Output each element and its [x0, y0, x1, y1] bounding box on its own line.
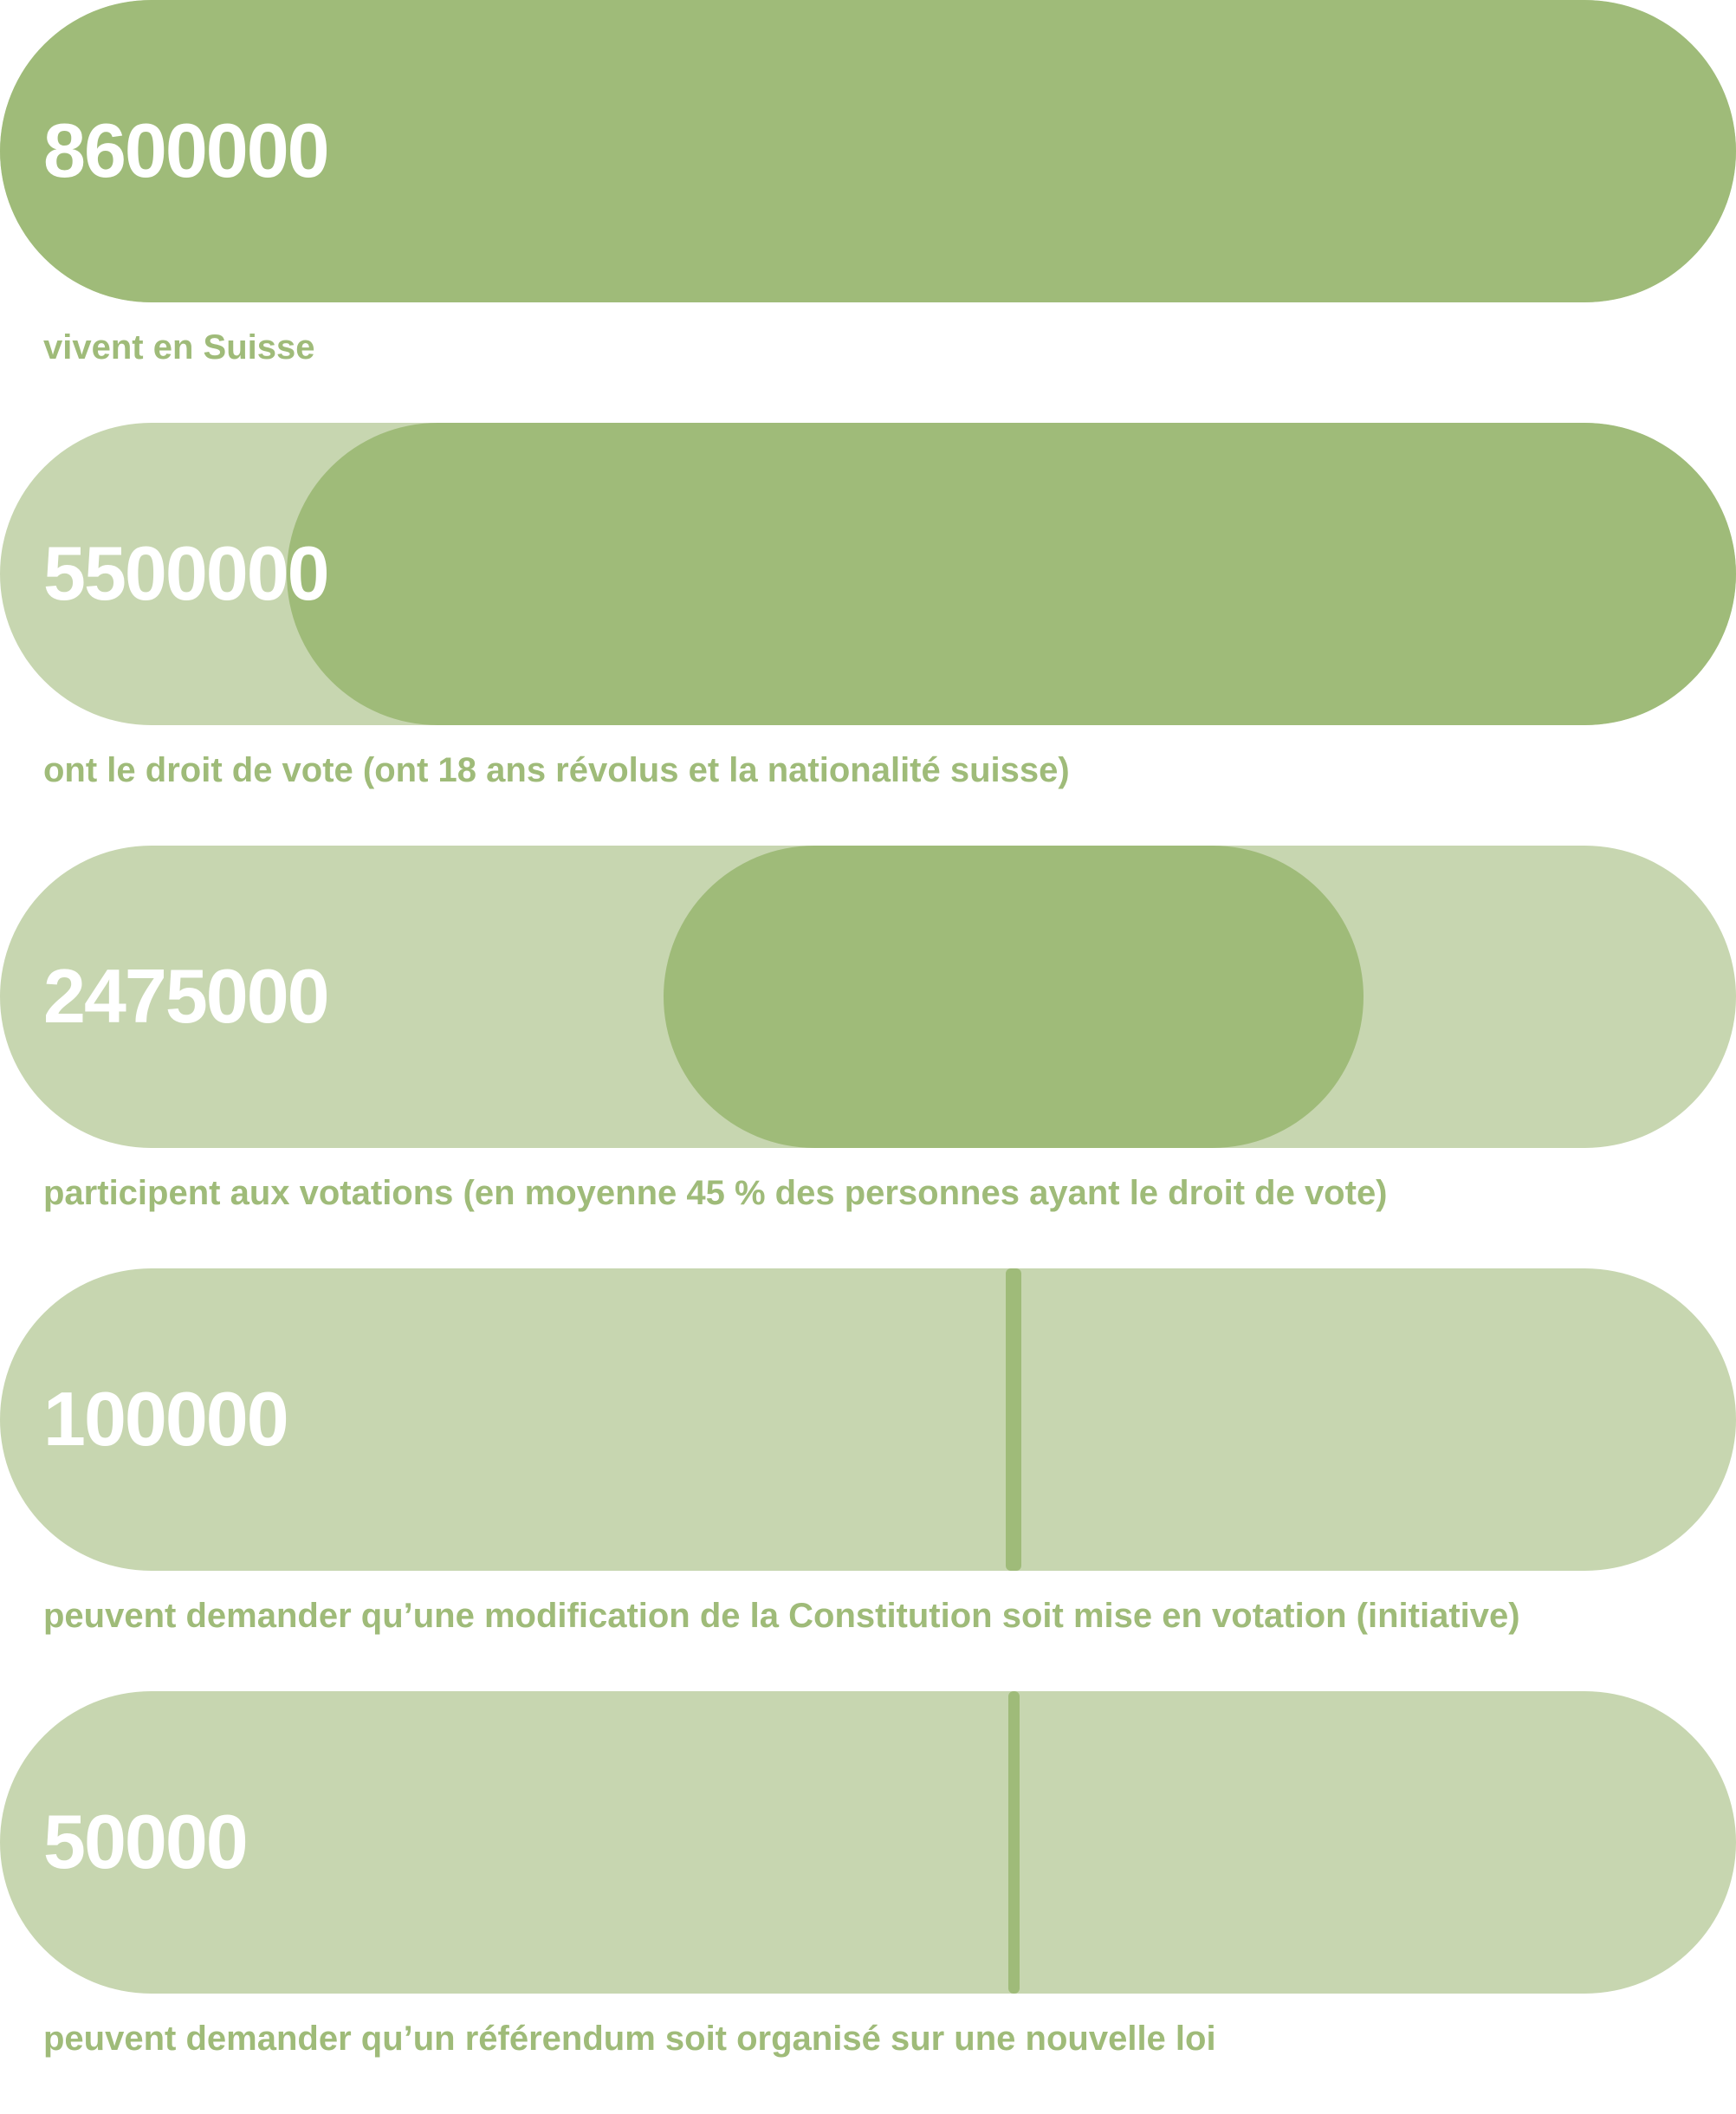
bar-value-1: 5500000 — [43, 530, 328, 616]
bar-label-1: ont le droit de vote (ont 18 ans révolus et la nationalité suisse) — [43, 751, 1070, 789]
bar-row-3 — [0, 1268, 1736, 1691]
bar-track-4 — [0, 1691, 1736, 1994]
bar-row-2 — [0, 846, 1736, 1268]
bar-label-4: peuvent demander qu’un référendum soit organisé sur une nouvelle loi — [43, 2020, 1216, 2058]
bar-value-4: 50000 — [43, 1799, 247, 1884]
bar-fill-3 — [1006, 1268, 1021, 1571]
bar-value-3: 100000 — [43, 1376, 288, 1462]
bar-fill-1 — [287, 423, 1736, 725]
bar-row-0 — [0, 0, 1736, 423]
bar-row-1 — [0, 423, 1736, 846]
bar-label-0: vivent en Suisse — [43, 328, 315, 366]
bar-label-3: peuvent demander qu’une modification de la Constitution soit mise en votation (initiative) — [43, 1597, 1520, 1635]
bar-fill-4 — [1008, 1691, 1020, 1994]
bar-row-4 — [0, 1691, 1736, 2114]
bar-value-2: 2475000 — [43, 953, 328, 1039]
bar-fill-2 — [664, 846, 1364, 1148]
bar-value-0: 8600000 — [43, 107, 328, 193]
bar-label-2: participent aux votations (en moyenne 45 % des personnes ayant le droit de vote) — [43, 1174, 1388, 1212]
